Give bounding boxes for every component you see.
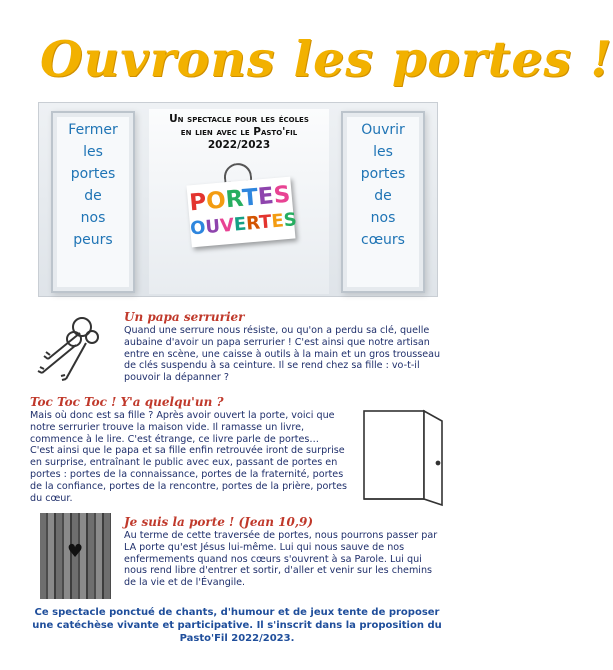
sign-letter: E bbox=[270, 210, 285, 233]
left-door-word: les bbox=[83, 144, 103, 160]
sign-letter: E bbox=[256, 183, 275, 211]
left-door-text bbox=[53, 119, 133, 251]
sign-letter: R bbox=[245, 212, 261, 235]
right-door-word: de bbox=[374, 188, 392, 204]
section-body-toc-toc bbox=[30, 410, 352, 504]
section-body-je-suis-la-porte: Au terme de cette traversée de portes, nous pourrons passer par LA porte qu'est Jésus lui-même. Lui qui nous sauve de nos enfermements quand nos cœurs s'ouvrent à sa Parole. Lui qui nous rend libre d'entrer et sortir, d'aller et venir sur les chemins de la vie et de l'Évangile. bbox=[124, 530, 438, 589]
sign-letter: E bbox=[233, 213, 248, 236]
section-title-je-suis-la-porte: Je suis la porte ! (Jean 10,9) bbox=[124, 515, 314, 529]
sign-letter: P bbox=[188, 189, 208, 217]
sign-letter: V bbox=[219, 214, 235, 237]
section-title-serrurier: Un papa serrurier bbox=[124, 310, 245, 324]
heart-icon: ♥ bbox=[67, 541, 84, 562]
right-door-text bbox=[343, 119, 423, 251]
right-door-word: cœurs bbox=[361, 232, 405, 248]
section-body-serrurier: Quand une serrure nous résiste, ou qu'on a perdu sa clé, quelle aubaine d'avoir un papa serrurier ! C'est ainsi que notre artisan entre en scène, une caisse à outils à la main et un gros trousseau de clés suspendu à sa ceinture. Il se rend chez sa fille : vo-t-il pouvoir la dépanner ? bbox=[124, 325, 441, 384]
right-door-word: les bbox=[373, 144, 393, 160]
left-door-word: portes bbox=[70, 166, 116, 182]
center-panel bbox=[149, 109, 329, 294]
lead-line: en lien avec le Pasto'fil bbox=[180, 126, 298, 138]
left-door-word: peurs bbox=[73, 232, 113, 248]
sign-letter: O bbox=[205, 187, 227, 215]
sign-letter: O bbox=[189, 217, 207, 240]
lead-line: Un spectacle pour les écoles bbox=[169, 113, 309, 125]
page-title: Ouvrons les portes ! bbox=[40, 30, 613, 88]
left-door-word: Fermer bbox=[68, 122, 118, 138]
sign-letter: S bbox=[282, 209, 298, 232]
sign-letter: U bbox=[204, 215, 222, 239]
lead-text bbox=[149, 113, 329, 152]
sign-letter: T bbox=[241, 184, 260, 212]
right-door bbox=[341, 111, 425, 293]
left-door-word: nos bbox=[80, 210, 106, 226]
left-door-word: de bbox=[84, 188, 102, 204]
right-door-word: portes bbox=[360, 166, 406, 182]
sign-letter: T bbox=[258, 211, 273, 234]
toc-toc-paragraph-2: C'est ainsi que le papa et sa fille enfin retrouvée iront de surprise en surprise, entraînant le public avec eux, passant de portes en portes : portes de la connaissance, portes de la fraternité, portes de la confiance, portes de la rencontre, portes de la prière, portes du cœur. bbox=[30, 445, 347, 504]
toc-toc-paragraph-1: Mais où donc est sa fille ? Après avoir ouvert la porte, voici que notre serrurier trouve la maison vide. Il ramasse un livre, commence à le lire. C'est étrange, ce livre parle de portes… bbox=[30, 410, 335, 445]
open-door-icon bbox=[360, 405, 446, 505]
section-title-toc-toc: Toc Toc Toc ! Y'a quelqu'un ? bbox=[30, 395, 224, 409]
lead-line: 2022/2023 bbox=[207, 139, 271, 151]
keys-icon bbox=[30, 315, 112, 385]
right-door-word: Ouvrir bbox=[361, 122, 405, 138]
wooden-door-heart-photo bbox=[40, 513, 111, 599]
sign-letter: S bbox=[272, 181, 292, 210]
footer-text: Ce spectacle ponctué de chants, d'humour et de jeux tente de proposer une catéchèse vivante et participative. Il s'inscrit dans la proposition du Pasto'Fil 2022/2023. bbox=[32, 607, 442, 644]
sign-letter: R bbox=[224, 185, 244, 214]
left-door bbox=[51, 111, 135, 293]
portes-ouvertes-sign bbox=[186, 177, 298, 248]
hero-doors-image bbox=[38, 102, 438, 297]
right-door-word: nos bbox=[370, 210, 396, 226]
sign-hanger bbox=[223, 162, 252, 182]
